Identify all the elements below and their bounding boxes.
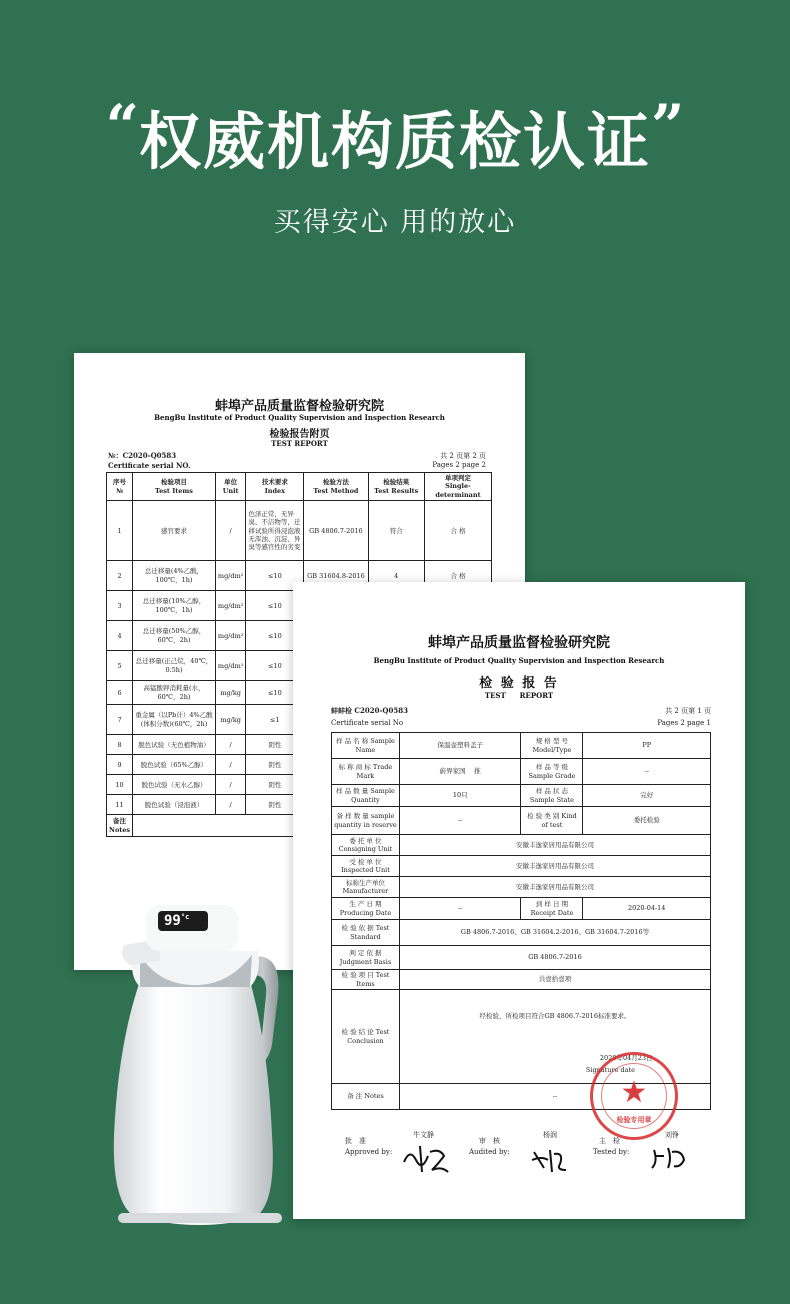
- temperature-display: $99^{^\circ c}$: [164, 913, 190, 929]
- table-row: 检 验 项 目 Test Items 共壹拾壹项: [332, 970, 711, 990]
- report-pages: 共 2 页第 1 页: [665, 707, 711, 715]
- table-row: 委 托 单 位 Consigning Unit 安徽丰逸家居用品有限公司: [332, 835, 711, 856]
- appendix-en-title: BengBu Institute of Product Quality Supervision and Inspection Research: [154, 413, 445, 422]
- table-row: 判 定 依 据 Judgment Basis GB 4806.7-2016: [332, 946, 711, 970]
- table-row-notes: 备注 Notes: [107, 815, 492, 837]
- appendix-pages: 共 2 页第 2 页: [440, 452, 486, 460]
- table-row: 8 脱色试验（无色植物油） / 阴性: [107, 735, 492, 755]
- table-row: 11 脱色试验（浸泡液） / 阴性: [107, 795, 492, 815]
- table-row: 检 验 依 据 Test Standard GB 4806.7-2016、GB 31604.2-2016、GB 31604.7-2016等: [332, 920, 711, 946]
- report-table: [331, 732, 711, 1110]
- report-document: [293, 582, 745, 1219]
- approved-cn: 批 准: [345, 1137, 366, 1145]
- report-serial-en: Certificate serial No: [331, 719, 404, 727]
- appendix-report-cn: 检验报告附页: [269, 429, 330, 440]
- close-quote: ”: [651, 92, 685, 160]
- appendix-serial: №：C2020-Q0583: [108, 451, 177, 460]
- report-en-title: BengBu Institute of Product Quality Supervision and Inspection Research: [373, 656, 665, 665]
- th-index: 技术要求 Index: [246, 473, 304, 501]
- table-row: 备 样 数 量 sample quantity in reserve -- 检 验 类 别 Kind of test 委托检验: [332, 807, 711, 835]
- page-title: 权威机构质检认证: [138, 105, 651, 178]
- audited-signature: [530, 1144, 570, 1180]
- table-row: 标称生产单位 Manufacturer 安徽丰逸家居用品有限公司: [332, 877, 711, 898]
- table-row: 样 品 数 量 Sample Quantity 10只 样 品 状 态 Sample State 完好: [332, 785, 711, 807]
- table-row: 4 总迁移量(50%乙醇，60℃，2h) mg/dm² ≤10: [107, 621, 492, 651]
- table-row: 1 感官要求 / 色泽正常，无异臭、不洁物等，迁移试验所得浸泡液无浑浊、沉淀、异臭等感官性的劣变 GB 4806.7-2016 符合 合 格: [107, 501, 492, 561]
- table-row: 7 重金属（以Pb计）4%乙酸(体积分数)(60℃，2h) mg/kg ≤1: [107, 705, 492, 735]
- signature-date-value: 2020年04月23日: [599, 1054, 653, 1062]
- th-method: 检验方法 Test Method: [304, 473, 368, 501]
- headline: [0, 92, 790, 181]
- subtitle: 买得安心 用的放心: [273, 207, 517, 238]
- approved-en: Approved by:: [345, 1148, 393, 1156]
- appendix-report-en: TEST REPORT: [271, 439, 328, 448]
- table-row: 3 总迁移量(10%乙醇，100℃，1h) mg/dm² ≤10: [107, 591, 492, 621]
- th-results: 检验结果 Test Results: [368, 473, 425, 501]
- conclusion-text: 经检验，所检项目符合GB 4806.7-2016标准要求。: [479, 1012, 631, 1020]
- audited-name: 杨润: [543, 1131, 557, 1139]
- signature-date-label: Signature date: [585, 1066, 635, 1074]
- report-title-cn: 检 验 报 告: [479, 676, 559, 691]
- official-stamp: [590, 1052, 678, 1140]
- audited-cn: 审 核: [479, 1137, 500, 1145]
- appendix-serial-en: Certificate serial NO.: [108, 461, 191, 470]
- table-row: 受 检 单 位 Inspected Unit 安徽丰逸家居用品有限公司: [332, 856, 711, 877]
- table-row: 5 总迁移量(正己烷，40℃，0.5h) mg/dm² ≤10: [107, 651, 492, 681]
- table-row: 2 总迁移量(4%乙酸，100℃，1h) mg/dm² ≤10 GB 31604.8-2016 4 合 格: [107, 561, 492, 591]
- tested-name: 刘铮: [665, 1131, 679, 1139]
- th-no: 序号 №: [107, 473, 133, 501]
- th-judge: 单项判定 Single-determinant: [425, 473, 492, 501]
- table-row: 标 称 商 标 Trade Mark 蔚界家国 推 样 品 等 级 Sample Grade --: [332, 759, 711, 785]
- report-pages-en: Pages 2 page 1: [657, 719, 711, 727]
- th-items: 检验项目 Test Items: [133, 473, 216, 501]
- report-title-en: TEST REPORT: [484, 691, 554, 700]
- table-row: 6 高锰酸钾消耗量(水，60℃，2h) mg/kg ≤10: [107, 681, 492, 705]
- tested-en: Tested by:: [593, 1148, 630, 1156]
- tested-cn: 主 检: [599, 1137, 620, 1145]
- report-cn-title: 蚌埠产品质量监督检验研究院: [428, 635, 610, 651]
- tested-signature: [648, 1144, 688, 1178]
- th-unit: 单位 Unit: [215, 473, 245, 501]
- report-serial: 蚌蚌检 C2020-Q0583: [331, 706, 408, 715]
- table-row: 备 注 Notes --: [332, 1084, 711, 1110]
- open-quote: “: [105, 92, 139, 160]
- appendix-pages-en: Pages 2 page 2: [432, 461, 486, 469]
- star-icon: ★: [620, 1075, 648, 1110]
- stamp-text: 检验专用章: [616, 1116, 652, 1124]
- table-row: 样 品 名 称 Sample Name 保温壶塑料盖子 规 格 型 号 Model/Type PP: [332, 733, 711, 759]
- table-row: 检 验 结 论 Test Conclusion 经检验，所检项目符合GB 4806.7-2016标准要求。 2020年04月23日 Signature date: [332, 990, 711, 1084]
- appendix-cn-title: 蚌埠产品质量监督检验研究院: [214, 399, 384, 414]
- table-row: 9 脱色试验（65%乙醇） / 阴性: [107, 755, 492, 775]
- audited-en: Audited by:: [469, 1148, 510, 1156]
- table-row: 生 产 日 期 Producing Date -- 到 样 日 期 Receipt Date 2020-04-14: [332, 898, 711, 920]
- table-row: 10 脱色试验（无水乙醇） / 阴性: [107, 775, 492, 795]
- thermos-kettle: [100, 895, 300, 1235]
- approved-signature: [400, 1142, 450, 1182]
- approved-name: 牛文静: [413, 1131, 434, 1139]
